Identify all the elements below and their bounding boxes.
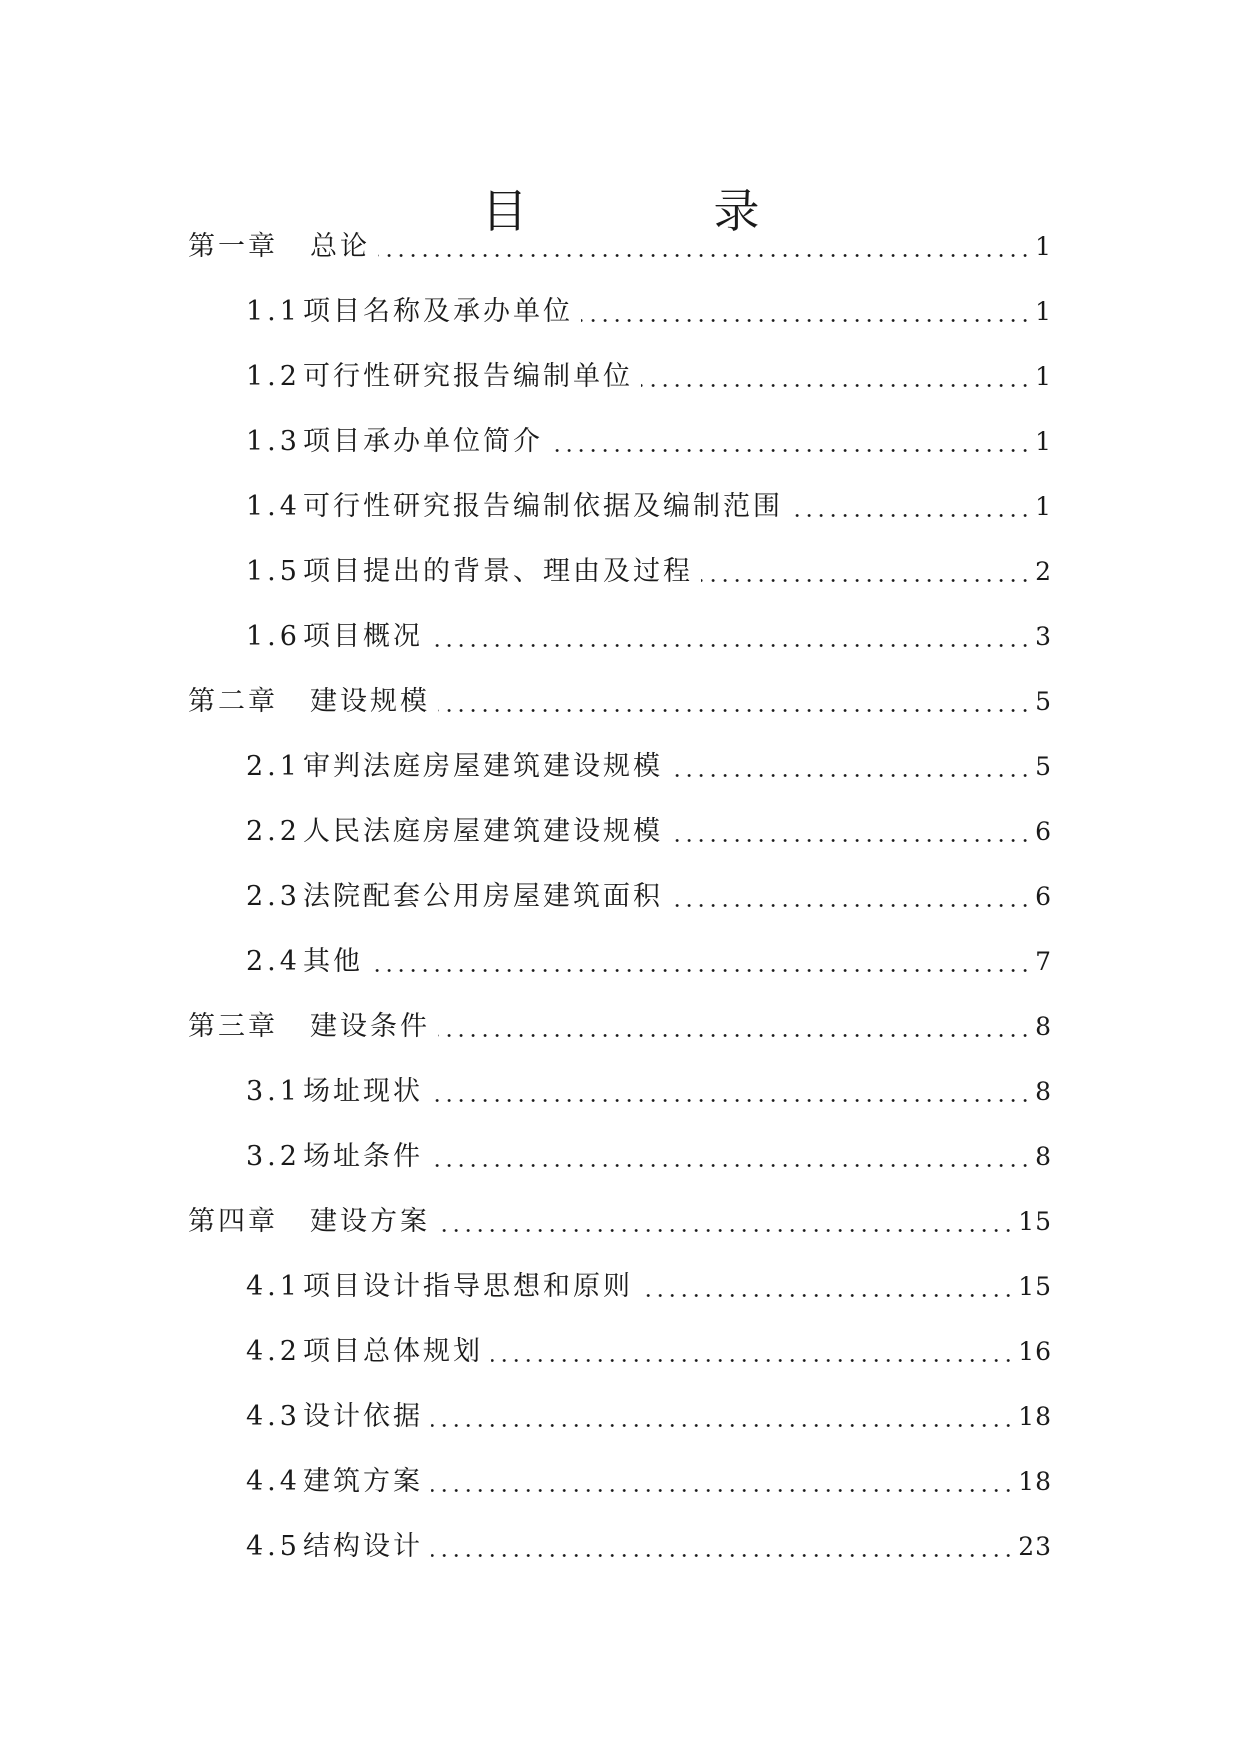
toc-section-entry[interactable]	[188, 279, 1052, 344]
toc-section-entry[interactable]	[188, 734, 1052, 799]
toc-entry-page-number: 1	[1035, 297, 1052, 326]
toc-entry-number: 第二章	[188, 686, 278, 717]
dot-leader	[671, 734, 1031, 799]
toc-entry-page-number: 1	[1035, 362, 1052, 391]
toc-entry-title: 总论	[310, 231, 370, 262]
toc-section-entry[interactable]	[188, 539, 1052, 604]
toc-entry-page-number: 23	[1018, 1532, 1052, 1561]
dot-leader	[431, 1384, 1014, 1449]
toc-entry-number: 4.4	[246, 1466, 301, 1497]
toc-section-entry[interactable]	[188, 409, 1052, 474]
toc-entry-title: 项目承办单位简介	[302, 426, 543, 457]
toc-entry-number: 第三章	[188, 1011, 278, 1042]
toc-section-entry[interactable]	[188, 1384, 1052, 1449]
dot-leader	[431, 604, 1031, 669]
toc-entry-page-number: 5	[1035, 752, 1052, 781]
dot-leader	[641, 1254, 1014, 1319]
toc-entry-title: 项目设计指导思想和原则	[302, 1271, 633, 1302]
toc-entry-number: 1.2	[246, 361, 301, 392]
toc-entry-number: 1.4	[246, 491, 301, 522]
toc-entry-title: 建筑方案	[302, 1466, 423, 1497]
dot-leader	[438, 669, 1031, 734]
table-of-contents	[188, 214, 1052, 1579]
toc-section-entry[interactable]	[188, 929, 1052, 994]
toc-section-entry[interactable]	[188, 604, 1052, 669]
toc-entry-title: 建设规模	[310, 686, 430, 717]
toc-entry-page-number: 1	[1035, 232, 1052, 261]
toc-entry-page-number: 16	[1018, 1337, 1052, 1366]
toc-section-entry[interactable]	[188, 1319, 1052, 1384]
dot-leader	[431, 1059, 1031, 1124]
toc-section-entry[interactable]	[188, 474, 1052, 539]
toc-section-entry[interactable]	[188, 1124, 1052, 1189]
toc-chapter-entry[interactable]	[188, 1189, 1052, 1254]
toc-entry-page-number: 1	[1035, 492, 1052, 521]
dot-leader	[791, 474, 1031, 539]
toc-entry-page-number: 2	[1035, 557, 1052, 586]
toc-entry-page-number: 1	[1035, 427, 1052, 456]
toc-entry-number: 第一章	[188, 231, 278, 262]
toc-entry-title: 法院配套公用房屋建筑面积	[302, 881, 663, 912]
toc-entry-number: 3.1	[246, 1076, 301, 1107]
toc-entry-page-number: 8	[1035, 1142, 1052, 1171]
toc-entry-page-number: 8	[1035, 1012, 1052, 1041]
toc-entry-title: 设计依据	[302, 1401, 423, 1432]
toc-section-entry[interactable]	[188, 864, 1052, 929]
toc-entry-number: 2.1	[246, 751, 301, 782]
toc-entry-number: 2.2	[246, 816, 301, 847]
toc-entry-number: 4.5	[246, 1531, 301, 1562]
toc-entry-title: 可行性研究报告编制单位	[302, 361, 633, 392]
toc-chapter-entry[interactable]	[188, 994, 1052, 1059]
toc-chapter-entry[interactable]	[188, 214, 1052, 279]
toc-entry-title: 项目总体规划	[302, 1336, 483, 1367]
toc-entry-title: 场址现状	[302, 1076, 423, 1107]
toc-entry-number: 4.3	[246, 1401, 301, 1432]
toc-entry-title: 项目名称及承办单位	[302, 296, 573, 327]
dot-leader	[431, 1449, 1014, 1514]
toc-section-entry[interactable]	[188, 799, 1052, 864]
toc-entry-title: 项目概况	[302, 621, 423, 652]
toc-entry-page-number: 6	[1035, 882, 1052, 911]
toc-entry-page-number: 3	[1035, 622, 1052, 651]
toc-chapter-entry[interactable]	[188, 669, 1052, 734]
dot-leader	[551, 409, 1031, 474]
dot-leader	[641, 344, 1031, 409]
toc-section-entry[interactable]	[188, 1254, 1052, 1319]
toc-entry-number: 1.3	[246, 426, 301, 457]
toc-entry-page-number: 18	[1018, 1467, 1052, 1496]
toc-entry-title: 其他	[302, 946, 363, 977]
toc-entry-number: 1.1	[246, 296, 301, 327]
toc-entry-number: 2.3	[246, 881, 301, 912]
toc-entry-number: 1.5	[246, 556, 301, 587]
toc-entry-page-number: 7	[1035, 947, 1052, 976]
dot-leader	[371, 929, 1031, 994]
toc-entry-page-number: 15	[1018, 1272, 1052, 1301]
toc-entry-number: 3.2	[246, 1141, 301, 1172]
dot-leader	[431, 1514, 1014, 1579]
toc-section-entry[interactable]	[188, 1449, 1052, 1514]
toc-entry-number: 1.6	[246, 621, 301, 652]
toc-entry-title: 建设条件	[310, 1011, 430, 1042]
toc-entry-number: 4.1	[246, 1271, 301, 1302]
toc-entry-title: 建设方案	[310, 1206, 430, 1237]
toc-entry-title: 可行性研究报告编制依据及编制范围	[302, 491, 783, 522]
toc-entry-page-number: 8	[1035, 1077, 1052, 1106]
toc-entry-title: 项目提出的背景、理由及过程	[302, 556, 693, 587]
toc-section-entry[interactable]	[188, 1059, 1052, 1124]
toc-section-entry[interactable]	[188, 1514, 1052, 1579]
toc-entry-page-number: 5	[1035, 687, 1052, 716]
toc-entry-title: 场址条件	[302, 1141, 423, 1172]
dot-leader	[438, 994, 1031, 1059]
dot-leader	[581, 279, 1031, 344]
dot-leader	[378, 214, 1031, 279]
dot-leader	[671, 799, 1031, 864]
dot-leader	[671, 864, 1031, 929]
dot-leader	[438, 1189, 1014, 1254]
toc-section-entry[interactable]	[188, 344, 1052, 409]
toc-entry-page-number: 15	[1018, 1207, 1052, 1236]
toc-title: 目 录	[481, 183, 830, 238]
toc-entry-page-number: 18	[1018, 1402, 1052, 1431]
toc-entry-title: 人民法庭房屋建筑建设规模	[302, 816, 663, 847]
dot-leader	[491, 1319, 1014, 1384]
toc-entry-number: 2.4	[246, 946, 301, 977]
toc-entry-number: 4.2	[246, 1336, 301, 1367]
toc-entry-title: 结构设计	[302, 1531, 423, 1562]
toc-entry-page-number: 6	[1035, 817, 1052, 846]
dot-leader	[431, 1124, 1031, 1189]
toc-entry-number: 第四章	[188, 1206, 278, 1237]
toc-entry-title: 审判法庭房屋建筑建设规模	[302, 751, 663, 782]
dot-leader	[701, 539, 1031, 604]
